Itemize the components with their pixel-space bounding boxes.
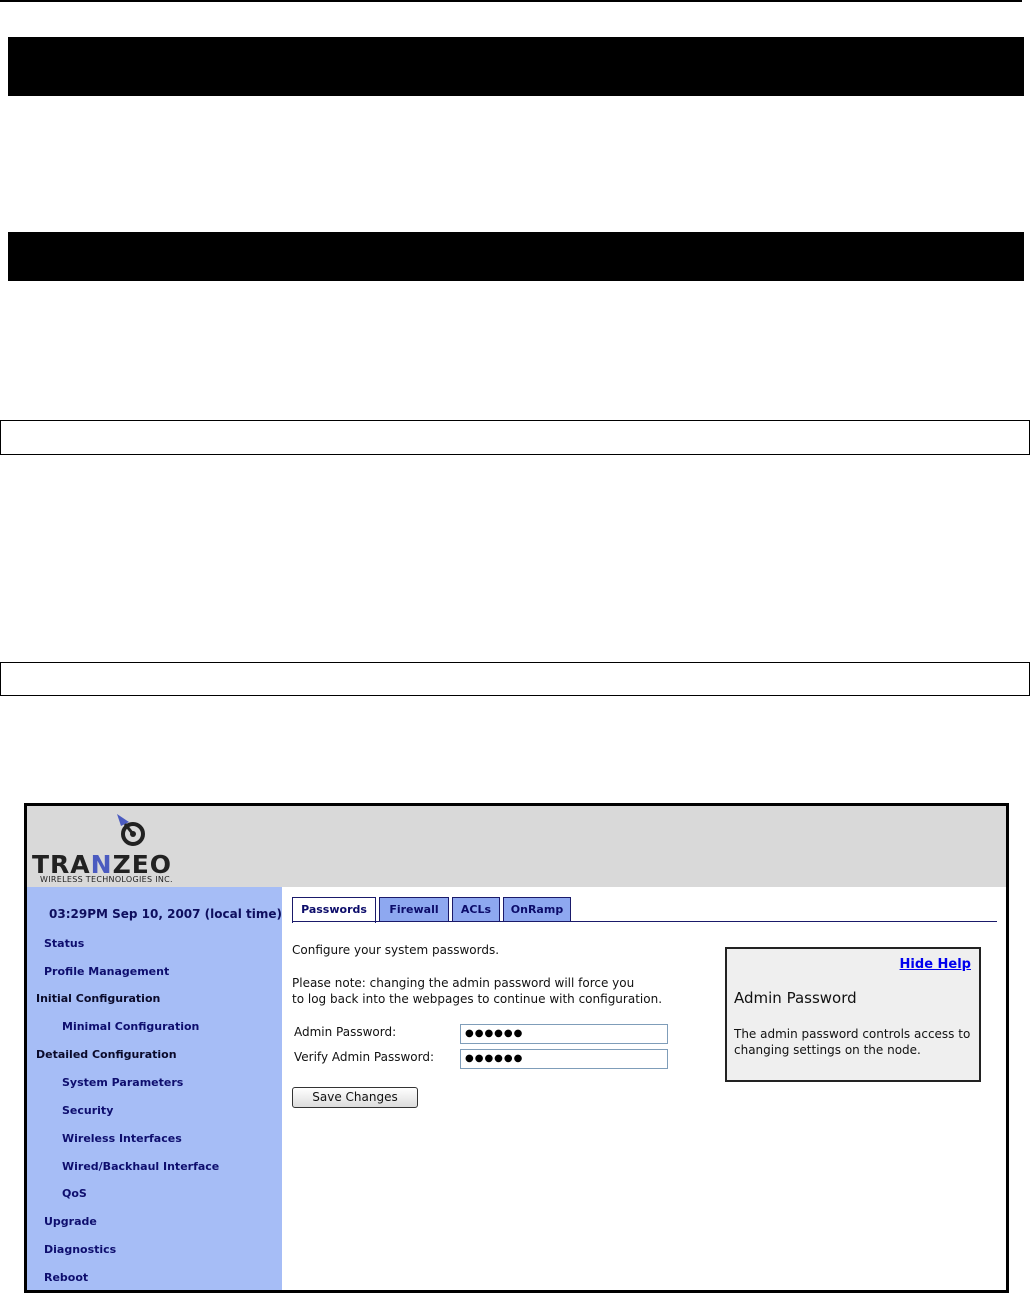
antenna-logo-icon — [113, 812, 147, 848]
tranzeo-logo — [31, 812, 241, 884]
sidebar-item-system-parameters[interactable]: System Parameters — [62, 1076, 184, 1089]
sidebar-heading-initial-configuration: Initial Configuration — [36, 992, 161, 1005]
tab-onramp[interactable]: OnRamp — [503, 897, 571, 921]
section-banner — [8, 232, 1024, 281]
verify-password-input[interactable]: ●●●●●● — [460, 1049, 668, 1069]
sidebar-item-diagnostics[interactable]: Diagnostics — [44, 1243, 117, 1256]
local-time: 03:29PM Sep 10, 2007 (local time) — [49, 907, 282, 921]
logo-wordmark: TRANZEO — [32, 850, 173, 879]
sidebar-item-wired-backhaul-interface[interactable]: Wired/Backhaul Interface — [62, 1160, 220, 1173]
sidebar-item-minimal-configuration[interactable]: Minimal Configuration — [62, 1020, 200, 1033]
top-rule — [0, 0, 1022, 2]
sidebar-item-qos[interactable]: QoS — [62, 1187, 87, 1200]
section-banner — [8, 37, 1024, 96]
tab-underline — [292, 921, 997, 922]
sidebar-item-wireless-interfaces[interactable]: Wireless Interfaces — [62, 1132, 182, 1145]
note-line-2: to log back into the webpages to continue with configuration. — [292, 992, 663, 1006]
verify-password-label: Verify Admin Password: — [294, 1050, 435, 1064]
help-body: The admin password controls access to changing settings on the node. — [734, 1027, 971, 1057]
tab-firewall[interactable]: Firewall — [379, 897, 449, 921]
help-panel — [725, 947, 981, 1082]
caption-box — [0, 662, 1030, 696]
sidebar — [27, 887, 282, 1293]
save-changes-button[interactable]: Save Changes — [292, 1087, 418, 1108]
help-title: Admin Password — [734, 989, 857, 1007]
page-header — [27, 806, 1006, 887]
sidebar-item-upgrade[interactable]: Upgrade — [44, 1215, 97, 1228]
web-ui-window — [24, 803, 1009, 1293]
logo-subtitle: WIRELESS TECHNOLOGIES INC. — [40, 875, 173, 884]
admin-password-label: Admin Password: — [294, 1025, 397, 1039]
admin-password-input[interactable]: ●●●●●● — [460, 1024, 668, 1044]
sidebar-heading-detailed-configuration: Detailed Configuration — [36, 1048, 177, 1061]
sidebar-item-reboot[interactable]: Reboot — [44, 1271, 89, 1284]
sidebar-item-status[interactable]: Status — [44, 937, 85, 950]
note-line-1: Please note: changing the admin password will force you — [292, 976, 635, 990]
hide-help-link[interactable]: Hide Help — [899, 957, 971, 972]
intro-text: Configure your system passwords. — [292, 943, 500, 957]
main-content — [282, 887, 1006, 1293]
sidebar-item-security[interactable]: Security — [62, 1104, 114, 1117]
caption-box — [0, 420, 1030, 455]
tab-acls[interactable]: ACLs — [452, 897, 500, 921]
sidebar-item-profile-management[interactable]: Profile Management — [44, 965, 170, 978]
tab-passwords[interactable]: Passwords — [292, 897, 376, 923]
